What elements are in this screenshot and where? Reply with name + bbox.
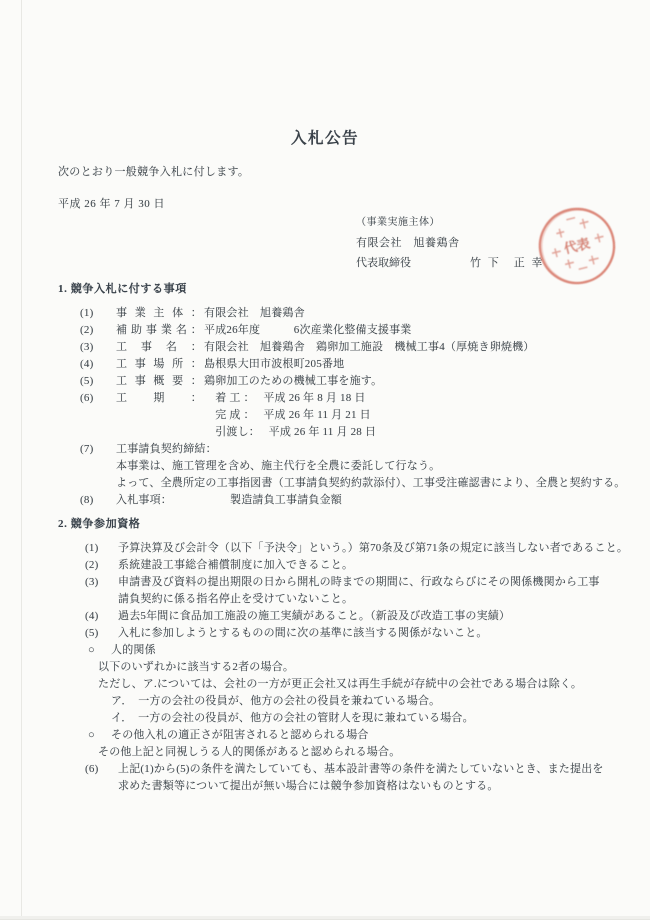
- clause-number: (5): [85, 627, 99, 639]
- clause-row: [58, 659, 640, 676]
- clause-text: 上記(1)から(5)の条件を満たしていても、基本設計書等の条件を満たしていないとき、また提出を: [118, 763, 604, 775]
- clause-row: [58, 710, 640, 727]
- section-1-heading: 1. 競争入札に付する事項: [58, 283, 187, 295]
- clause-row: [58, 608, 640, 625]
- clause-row: [58, 373, 623, 390]
- clause-value: 島根県大田市波根町205番地: [204, 358, 345, 370]
- clause-number: (6): [85, 763, 99, 775]
- representative-title: 代表取締役: [356, 257, 411, 269]
- clause-number: (4): [80, 358, 94, 370]
- clause-row: [58, 693, 640, 710]
- circle-marker: ○: [88, 644, 95, 656]
- section-bid-items: [58, 281, 626, 509]
- clause-label: 事業主体：: [116, 307, 202, 319]
- clause-number: (1): [80, 307, 94, 319]
- clause-text: その他上記と同視しうる人的関係があると認められる場合。: [98, 746, 401, 758]
- representative-name: 竹 下 正 幸: [470, 257, 545, 269]
- clause-row: [58, 305, 623, 322]
- clause-label: 工期：: [116, 392, 202, 404]
- clause-text: 系統建設工事総合補償制度に加入できること。: [118, 559, 354, 571]
- clause-number: (2): [80, 324, 94, 336]
- scan-bottom-edge-artifact: [0, 916, 650, 920]
- clause-label: 工事概要：: [116, 375, 202, 387]
- clause-number: (8): [80, 494, 94, 506]
- intro-text: 次のとおり一般競争入札に付します。: [58, 166, 250, 178]
- clause-row: [58, 339, 623, 356]
- clause-text: その他入札の適正さが阻害されると認められる場合: [111, 729, 369, 741]
- clause-label: 工事名：: [116, 341, 202, 353]
- clause-number: (5): [80, 375, 94, 387]
- clause-value: 有限会社 旭養鶏舎 鶏卵加工施設 機械工事4（厚焼き卵焼機）: [204, 341, 535, 353]
- page-title: 入札公告: [290, 130, 359, 147]
- document-date: 平成 26 年 7 月 30 日: [58, 198, 165, 210]
- clause-row: [58, 744, 640, 761]
- clause-row: [58, 441, 623, 458]
- clause-text: ただし、ア.については、会社の一方が更正会社又は再生手続が存続中の会社である場合は除く。: [98, 678, 583, 690]
- circle-marker: ○: [88, 729, 95, 741]
- clause-row: [58, 642, 640, 659]
- clause-row: [58, 322, 623, 339]
- clause-number: (6): [80, 392, 94, 404]
- clause-number: (3): [85, 576, 99, 588]
- clause-row: [58, 492, 623, 509]
- company-seal-stamp: [533, 203, 621, 291]
- clause-text: 予算決算及び会計令（以下「予決令」という。）第70条及び第71条の規定に該当しない者であること。: [118, 542, 629, 554]
- clause-value: 製造請負工事請負金額: [174, 494, 342, 506]
- clause-row: [58, 625, 640, 642]
- clause-label: 入札事項：: [116, 494, 172, 506]
- clause-subline: 引渡し： 平成 26 年 11 月 28 日: [204, 426, 377, 438]
- clause-text: 入札に参加しようとするものの間に次の基準に該当する関係がないこと。: [118, 627, 488, 639]
- issuer-block: [356, 213, 545, 273]
- clause-subline: 本事業は、施工管理を含め、施主代行を全農に委託して行なう。: [116, 460, 441, 472]
- clause-text: 請負契約に係る指名停止を受けていないこと。: [118, 593, 354, 605]
- clause-label: 工事場所：: [116, 358, 202, 370]
- clause-value: 平成26年度 6次産業化整備支援事業: [204, 324, 412, 336]
- issuer-caption: （事業実施主体）: [356, 217, 440, 228]
- section-2-heading: 2. 競争参加資格: [58, 518, 141, 530]
- clause-subline: よって、全農所定の工事指図書（工事請負契約約款添付）、工事受注確認書により、全農と契約する。: [116, 477, 626, 489]
- clause-row: [58, 676, 640, 693]
- clause-number: (1): [85, 542, 99, 554]
- clause-subline: 完 成 ： 平成 26 年 11 月 21 日: [204, 409, 371, 421]
- issuer-company: 有限会社 旭養鶏舎: [356, 237, 460, 249]
- clause-row: [58, 778, 640, 795]
- clause-row: [58, 591, 640, 608]
- clause-text: 申請書及び資料の提出期限の日から開札の時までの期間に、行政ならびにその関係機関から工事: [118, 576, 600, 588]
- clause-label: 工事請負契約締結：: [116, 443, 217, 455]
- clause-row: [58, 356, 623, 373]
- clause-text: ア． 一方の会社の役員が、他方の会社の役員を兼ねている場合。: [111, 695, 441, 707]
- clause-text: 以下のいずれかに該当する2者の場合。: [98, 661, 295, 673]
- clause-number: (7): [80, 443, 94, 455]
- clause-row: [58, 574, 640, 591]
- section-1-clauses: [58, 305, 626, 509]
- clause-number: (3): [80, 341, 94, 353]
- clause-row: [58, 761, 640, 778]
- section-2-clauses: [58, 540, 640, 795]
- clause-text: イ． 一方の会社の役員が、他方の会社の管財人を現に兼ねている場合。: [111, 712, 474, 724]
- section-qualifications: [58, 516, 640, 795]
- clause-row: [58, 557, 640, 574]
- clause-label: 補助事業名：: [116, 324, 202, 336]
- clause-number: (2): [85, 559, 99, 571]
- issuer-representative: [356, 253, 545, 273]
- clause-text: 求めた書類等について提出が無い場合には競争参加資格はないものとする。: [118, 780, 499, 792]
- clause-row: [58, 540, 640, 557]
- clause-value: 鶏卵加工のための機械工事を施す。: [204, 375, 383, 387]
- seal-center-text: 代表: [562, 235, 592, 257]
- clause-text: 人的関係: [111, 644, 156, 656]
- clause-row: [58, 727, 640, 744]
- clause-text: 過去5年間に食品加工施設の施工実績があること。（新設及び改造工事の実績）: [118, 610, 511, 622]
- clause-number: (4): [85, 610, 99, 622]
- clause-row: [58, 390, 623, 407]
- clause-value: 着 工 ： 平成 26 年 8 月 18 日: [204, 392, 366, 404]
- clause-value: 有限会社 旭養鶏舎: [204, 307, 305, 319]
